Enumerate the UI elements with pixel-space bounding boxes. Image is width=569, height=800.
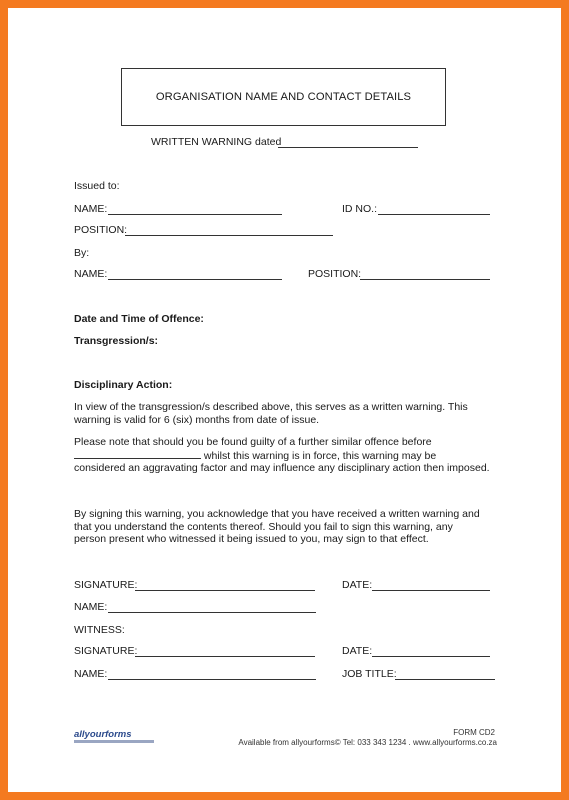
organisation-details-text: ORGANISATION NAME AND CONTACT DETAILS [155,91,412,103]
signer-name-line [108,612,316,613]
logo-tagline-bar [74,740,154,743]
job-title-label: JOB TITLE: [342,668,397,680]
transgression-label: Transgression/s: [74,335,159,347]
witness-signature-line [135,656,315,657]
issued-id-line [378,214,490,215]
further-offence-paragraph [74,436,504,475]
availability-note: Available from allyourforms© Tel: 033 343 1234 . www.allyourforms.co.za [238,738,497,747]
witness-name-line [108,679,316,680]
by-heading: By: [74,247,90,259]
acknowledgement-line-3: person present who witnessed it being issued to you, may sign to that effect. [74,533,429,546]
form-code: FORM CD2 [453,728,495,737]
allyourforms-logo: allyourforms [74,729,132,740]
validity-line-1: In view of the transgression/s described above, this serves as a written warning. This [74,401,468,413]
signature-date-label: DATE: [342,579,373,591]
by-position-line [360,279,490,280]
by-name-label: NAME: [74,268,108,280]
date-time-offence-label: Date and Time of Offence: [74,313,204,325]
witness-signature-label: SIGNATURE: [74,645,138,657]
warning-date-line [278,147,418,148]
issued-position-label: POSITION: [74,224,128,236]
further-offence-date-line [74,449,201,459]
witness-heading: WITNESS: [74,624,125,636]
issued-id-label: ID NO.: [342,203,378,215]
acknowledgement-line-2: that you understand the contents thereof. Should you fail to sign this warning, any [74,520,453,533]
further-offence-line-1: Please note that should you be found guilty of a further similar offence before [74,436,432,448]
signature-label: SIGNATURE: [74,579,138,591]
issued-to-heading: Issued to: [74,180,120,192]
disciplinary-action-heading: Disciplinary Action: [74,379,173,391]
document-page [8,8,561,792]
issued-name-line [108,214,282,215]
signature-date-line [372,590,490,591]
organisation-details-box [121,68,446,126]
further-offence-line-2: whilst this warning is in force, this warning may be [74,449,504,463]
witness-date-label: DATE: [342,645,373,657]
acknowledgement-line-1: By signing this warning, you acknowledge that you have received a written warning and [74,508,480,520]
by-name-line [108,279,282,280]
issued-position-line [125,235,333,236]
witness-date-line [372,656,490,657]
by-position-label: POSITION: [308,268,362,280]
signer-name-label: NAME: [74,601,108,613]
issued-name-label: NAME: [74,203,108,215]
further-offence-line-3: considered an aggravating factor and may influence any disciplinary action then imposed. [74,462,490,475]
witness-name-label: NAME: [74,668,108,680]
validity-paragraph [74,401,504,426]
validity-line-2: warning is valid for 6 (six) months from date of issue. [74,413,320,426]
written-warning-dated-label: WRITTEN WARNING dated [151,136,282,148]
job-title-line [395,679,495,680]
acknowledgement-paragraph [74,508,504,546]
signature-line [135,590,315,591]
